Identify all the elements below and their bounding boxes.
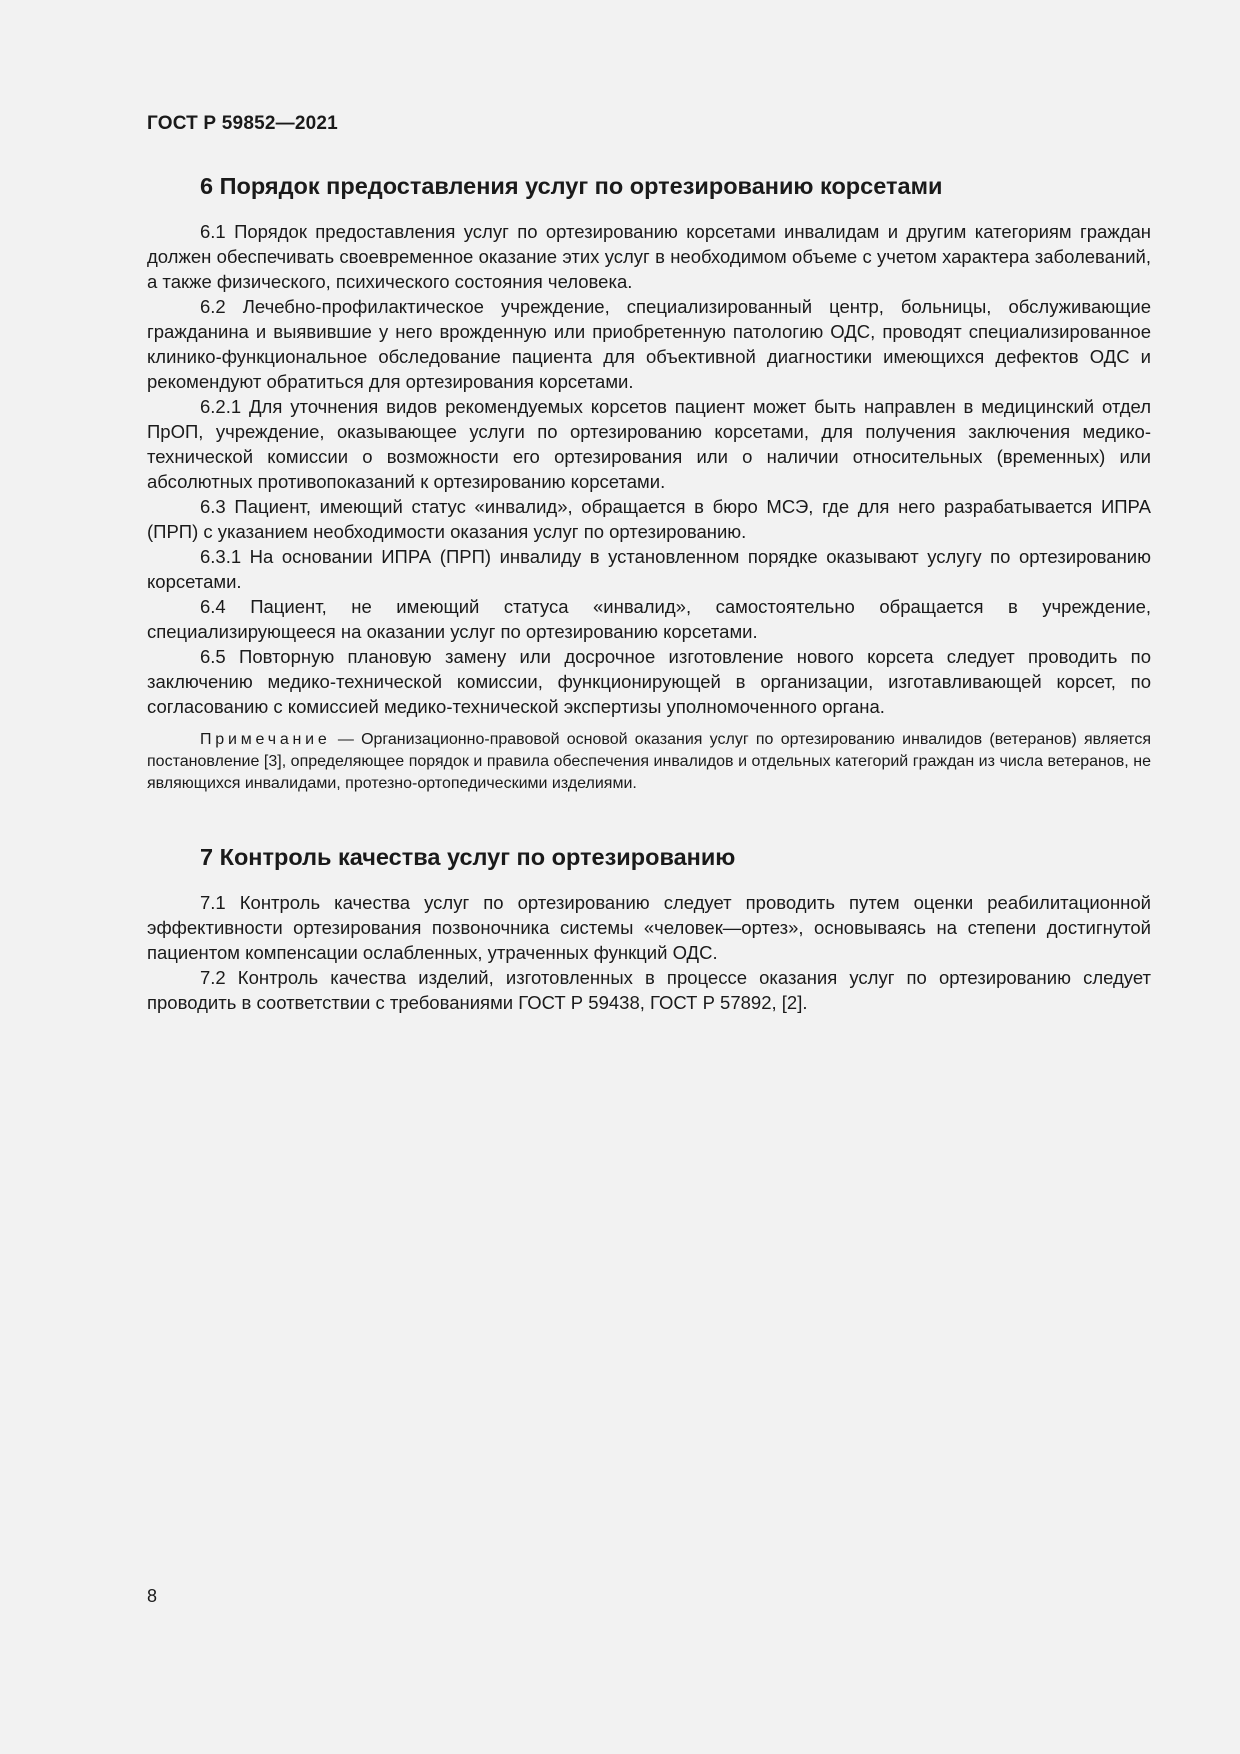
paragraph-7-1: 7.1 Контроль качества услуг по ортезированию следует проводить путем оценки реабилитационной эффективности ортезирования позвоночника системы «человек—ортез», основываясь на степени достигнутой пациентом компенсации ослабленных, утраченных функций ОДС.	[147, 892, 1151, 963]
section-7-title: 7 Контроль качества услуг по ортезированию	[200, 844, 736, 870]
document-body	[147, 170, 1151, 1015]
paragraph-6-1: 6.1 Порядок предоставления услуг по ортезированию корсетами инвалидам и другим категориям граждан должен обеспечивать своевременное оказание этих услуг в необходимом объеме с учетом характера заболеваний, а также физического, психического состояния человека.	[147, 221, 1151, 292]
section-spacer	[147, 795, 1151, 841]
paragraph-6-4: 6.4 Пациент, не имеющий статуса «инвалид», самостоятельно обращается в учреждение, специализирующееся на оказании услуг по ортезированию корсетами.	[147, 596, 1151, 642]
paragraph-6-3: 6.3 Пациент, имеющий статус «инвалид», обращается в бюро МСЭ, где для него разрабатывается ИПРА (ПРП) с указанием необходимости оказания услуг по ортезированию.	[147, 496, 1151, 542]
paragraph-6-3-1: 6.3.1 На основании ИПРА (ПРП) инвалиду в установленном порядке оказывают услугу по ортезированию корсетами.	[147, 546, 1151, 592]
note-paragraph	[147, 729, 1151, 795]
paragraph-6-2-1: 6.2.1 Для уточнения видов рекомендуемых корсетов пациент может быть направлен в медицинский отдел ПрОП, учреждение, оказывающее услуги по ортезированию корсетами, для получения заключения медико-технической комиссии о возможности его ортезирования или о наличии относительных (временных) или абсолютных противопоказаний к ортезированию корсетами.	[147, 396, 1151, 492]
paragraph-6-5: 6.5 Повторную плановую замену или досрочное изготовление нового корсета следует проводить по заключению медико-технической комиссии, функционирующей в организации, изготавливающей корсет, по согласованию с комиссией медико-технической экспертизы уполномоченного органа.	[147, 646, 1151, 717]
page-number: 8	[147, 1586, 158, 1606]
note-text: — Организационно-правовой основой оказания услуг по ортезированию инвалидов (ветеранов) является постановление [3], определяющее порядок и правила обеспечения инвалидов и отдельных категорий граждан из числа ветеранов, не являющихся инвалидами, протезно-ортопедическими изделиями.	[147, 731, 1151, 792]
section-6-title: 6 Порядок предоставления услуг по ортезированию корсетами	[200, 173, 943, 199]
paragraph-6-2: 6.2 Лечебно-профилактическое учреждение, специализированный центр, больницы, обслуживающие гражданина и выявившие у него врожденную или приобретенную патологию ОДС, проводят специализированное клинико-функциональное обследование пациента для объективной диагностики имеющихся дефектов ОДС и рекомендуют обратиться для ортезирования корсетами.	[147, 296, 1151, 392]
paragraph-7-2: 7.2 Контроль качества изделий, изготовленных в процессе оказания услуг по ортезированию следует проводить в соответствии с требованиями ГОСТ Р 59438, ГОСТ Р 57892, [2].	[147, 967, 1151, 1013]
note-label: Примечание	[200, 731, 331, 748]
document-id-header: ГОСТ Р 59852—2021	[147, 113, 338, 134]
